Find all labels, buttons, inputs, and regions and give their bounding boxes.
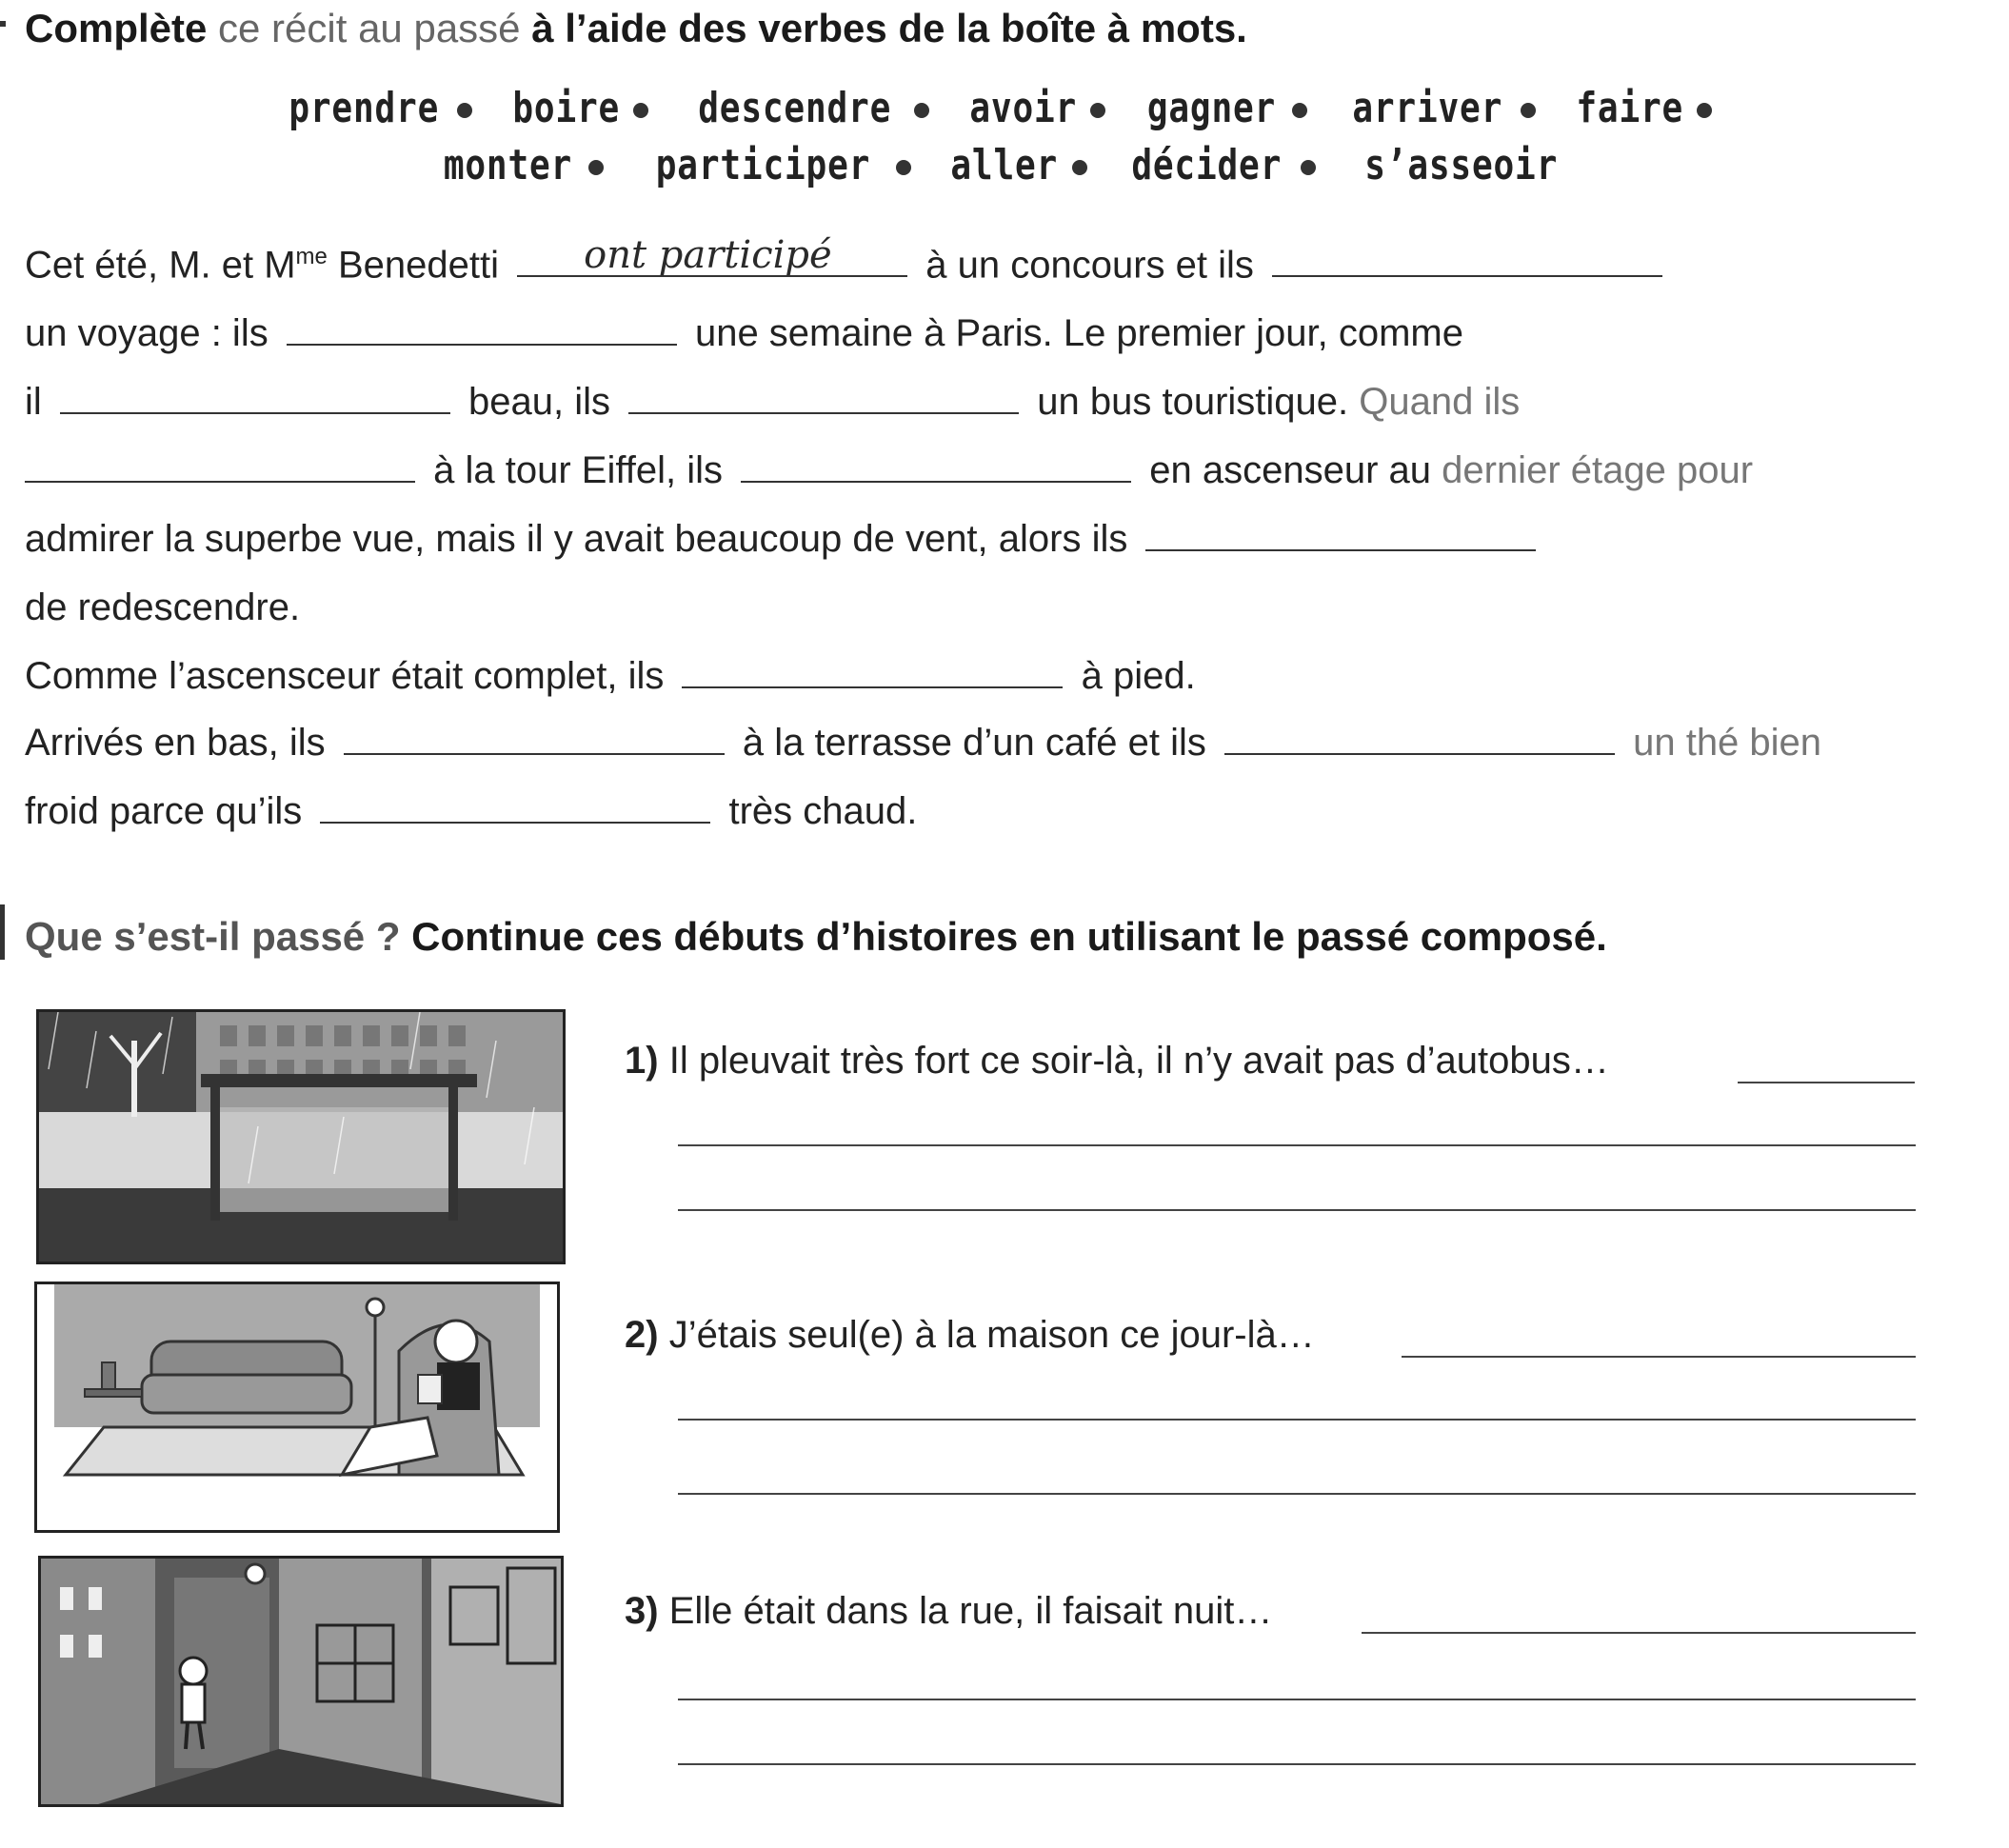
blank-1[interactable] xyxy=(517,233,907,278)
story-1-answer-line-2[interactable] xyxy=(678,1144,1916,1146)
word-aller: aller xyxy=(950,141,1059,189)
exercise2-instruction: Que s’est-il passé ? Continue ces débuts d’histoires en utilisant le passé composé. xyxy=(25,914,1607,959)
story-line-6: de redescendre. xyxy=(25,586,301,628)
word-boire: boire xyxy=(511,84,620,132)
story-3-prompt: 3) Elle était dans la rue, il faisait nuit… xyxy=(625,1590,1273,1632)
word-prendre: prendre xyxy=(288,84,439,132)
bullet xyxy=(896,160,911,175)
bullet xyxy=(1090,103,1105,118)
blank-11[interactable] xyxy=(1224,725,1615,755)
blank-9[interactable] xyxy=(682,658,1063,688)
exercise1-instruction: Complète ce récit au passé à l’aide des verbes de la boîte à mots. xyxy=(25,6,1247,50)
story-1-picture xyxy=(36,1009,566,1264)
word-box-row-1 xyxy=(0,84,2009,132)
story-line-8: Arrivés en bas, ils à la terrasse d’un café et ils un thé bien xyxy=(25,722,1822,764)
bullet xyxy=(457,103,472,118)
bullet xyxy=(588,160,604,175)
blank-4[interactable] xyxy=(60,384,450,414)
living-room-reading-illustration xyxy=(37,1284,557,1530)
story-line-1: Cet été, M. et $M^{me}$ Benedetti ont participé à un concours et ils xyxy=(25,244,1670,287)
story-3-answer-line-3[interactable] xyxy=(678,1763,1916,1765)
blank-7[interactable] xyxy=(741,452,1131,483)
rainy-bus-stop-illustration xyxy=(39,1012,563,1262)
bullet xyxy=(1301,160,1316,175)
bullet xyxy=(633,103,648,118)
night-street-illustration xyxy=(41,1559,561,1804)
story-line-2: un voyage : ils une semaine à Paris. Le premier jour, comme xyxy=(25,312,1463,354)
bullet xyxy=(1292,103,1307,118)
word-faire: faire xyxy=(1576,84,1683,132)
word-box-row-2 xyxy=(0,141,2009,189)
bullet xyxy=(1521,103,1536,118)
word-decider: décider xyxy=(1131,141,1283,189)
story-line-4: à la tour Eiffel, ils en ascenseur au dernier étage pour xyxy=(17,449,1753,492)
story-3-picture xyxy=(38,1556,564,1807)
blank-2[interactable] xyxy=(1272,247,1662,277)
word-avoir: avoir xyxy=(968,84,1077,132)
story-2-answer-line-2[interactable] xyxy=(678,1419,1916,1421)
story-1-answer-line-1[interactable] xyxy=(1738,1082,1915,1083)
story-2-picture xyxy=(34,1282,560,1533)
story-3-answer-line-2[interactable] xyxy=(678,1699,1916,1700)
story-1-answer-line-3[interactable] xyxy=(678,1209,1916,1211)
blank-12[interactable] xyxy=(320,793,710,824)
word-descendre: descendre xyxy=(697,84,891,132)
margin-mark xyxy=(0,904,5,960)
story-2-prompt: 2) J’étais seul(e) à la maison ce jour-là… xyxy=(625,1314,1315,1356)
margin-mark xyxy=(0,21,6,27)
story-line-9: froid parce qu’ils très chaud. xyxy=(25,790,918,832)
story-1-prompt: 1) Il pleuvait très fort ce soir-là, il n’y avait pas d’autobus… xyxy=(625,1040,1609,1082)
story-line-5: admirer la superbe vue, mais il y avait beaucoup de vent, alors ils xyxy=(25,518,1543,561)
word-sasseoir: s’asseoir xyxy=(1364,141,1559,189)
story-line-7: Comme l’ascensceur était complet, ils à pied. xyxy=(25,655,1196,697)
story-3-answer-line-1[interactable] xyxy=(1362,1632,1916,1634)
blank-8[interactable] xyxy=(1145,521,1536,551)
bullet xyxy=(1697,103,1712,118)
blank-6[interactable] xyxy=(25,452,415,483)
word-monter: monter xyxy=(444,141,573,189)
word-gagner: gagner xyxy=(1147,84,1277,132)
word-participer: participer xyxy=(655,141,871,189)
blank-5[interactable] xyxy=(628,384,1019,414)
blank-10[interactable] xyxy=(344,725,725,755)
bullet xyxy=(914,103,929,118)
story-2-answer-line-3[interactable] xyxy=(678,1493,1916,1495)
story-line-3: il beau, ils un bus touristique. Quand ils xyxy=(25,381,1521,423)
blank-3[interactable] xyxy=(287,315,677,346)
bullet xyxy=(1072,160,1087,175)
story-2-answer-line-1[interactable] xyxy=(1402,1356,1916,1358)
word-arriver: arriver xyxy=(1352,84,1503,132)
handwritten-answer: ont participé xyxy=(584,233,832,278)
